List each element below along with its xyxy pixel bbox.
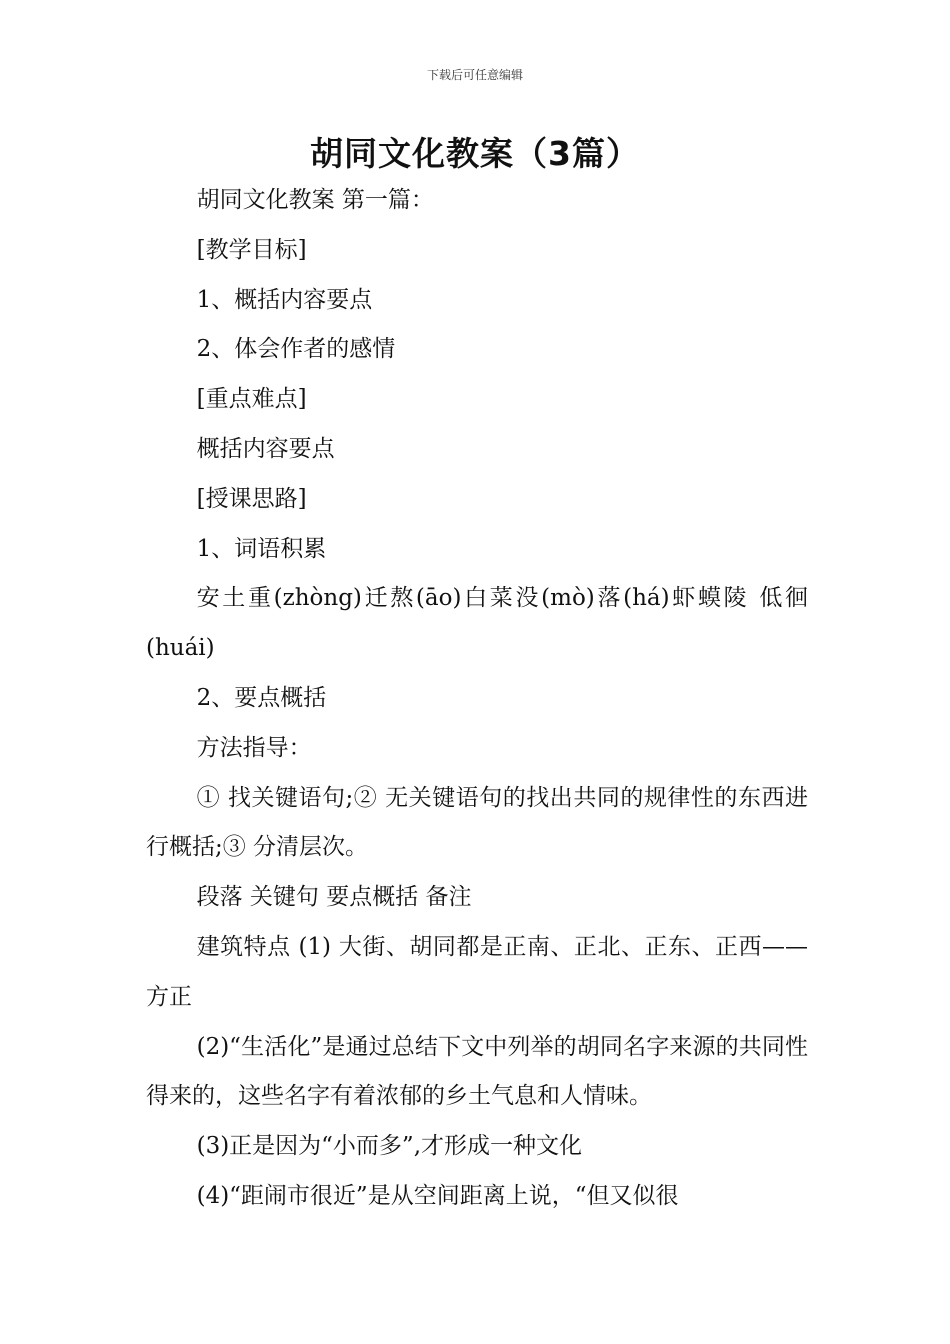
paragraph-method-guide: 方法指导： (196, 734, 312, 761)
paragraph-goal-1: 1、概括内容要点 (196, 286, 373, 313)
paragraph-table-header: 段落 关键句 要点概括 备注 (196, 884, 472, 911)
paragraph-point-3: (3)正是因为“小而多”,才形成一种文化 (196, 1133, 583, 1160)
paragraph-summary-heading: 2、要点概括 (196, 684, 327, 711)
header-note: 下载后可任意编辑 (426, 68, 523, 82)
paragraph-point-4: (4)“距闹市很近”是从空间距离上说，“但又似很 (196, 1182, 679, 1209)
paragraph-lesson-approach: [授课思路] (196, 485, 307, 512)
paragraph-key-point-text: 概括内容要点 (196, 435, 335, 462)
paragraph-key-points: [重点难点] (196, 386, 307, 413)
paragraph-vocabulary-list: 安土重(zhòng)迁熬(āo)白菜没(mò)落(há)虾蟆陵 低徊(huái) (146, 585, 808, 662)
paragraph-section-heading: 胡同文化教案 第一篇： (196, 187, 434, 213)
paragraph-goal-2: 2、体会作者的感情 (196, 336, 396, 363)
paragraph-vocabulary-heading: 1、词语积累 (196, 535, 327, 562)
paragraph-point-2: (2)“生活化”是通过总结下文中列举的胡同名字来源的共同性得来的，这些名字有着浓郁的乡土气息和人情味。 (146, 1033, 808, 1110)
paragraph-teaching-goals: [教学目标] (196, 236, 307, 263)
document-body (146, 176, 808, 1222)
document-title: 胡同文化教案（3篇） (310, 134, 640, 173)
paragraph-architecture-feature: 建筑特点 (1) 大街、胡同都是正南、正北、正东、正西——方正 (146, 933, 808, 1010)
paragraph-method-steps: ① 找关键语句;② 无关键语句的找出共同的规律性的东西进行概括;③ 分清层次。 (146, 784, 808, 861)
